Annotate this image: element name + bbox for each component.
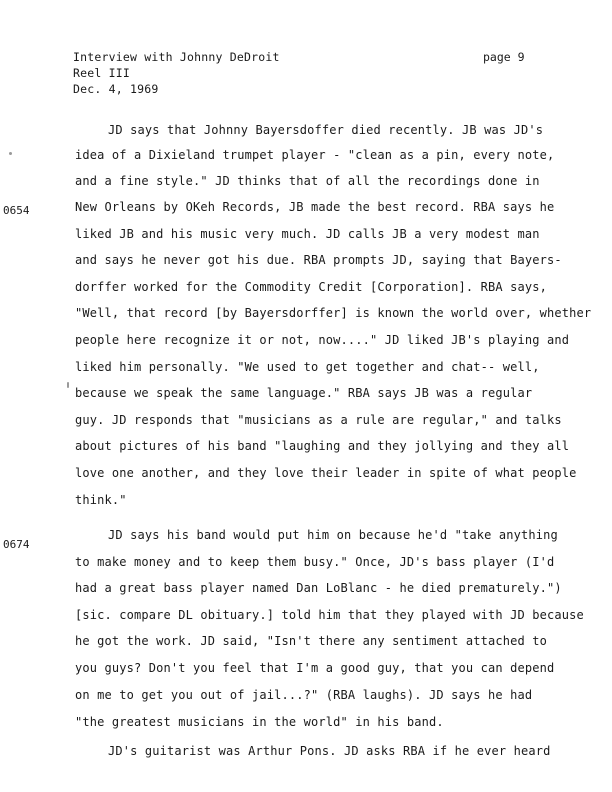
interview-date: Dec. 4, 1969 (73, 82, 159, 96)
transcript-line: "Well, that record [by Bayersdorffer] is known the world over, whether (75, 306, 592, 320)
transcript-line: liked him personally. "We used to get together and chat-- well, (75, 360, 540, 374)
transcript-line: JD says that Johnny Bayersdoffer died recently. JB was JD's (108, 123, 544, 137)
transcript-line: idea of a Dixieland trumpet player - "clean as a pin, every note, (75, 148, 555, 162)
transcript-line: and says he never got his due. RBA prompts JD, saying that Bayers- (75, 253, 562, 267)
transcript-line: love one another, and they love their leader in spite of what people (75, 466, 577, 480)
transcript-line: you guys? Don't you feel that I'm a good guy, that you can depend (75, 661, 555, 675)
transcript-line: JD says his band would put him on because he'd "take anything (108, 528, 558, 542)
tape-counter: 0674 (3, 538, 30, 551)
document-title: Interview with Johnny DeDroit (73, 50, 280, 64)
transcript-line: he got the work. JD said, "Isn't there any sentiment attached to (75, 634, 547, 648)
transcript-line: New Orleans by OKeh Records, JB made the best record. RBA says he (75, 200, 555, 214)
transcript-line: and a fine style." JD thinks that of all the recordings done in (75, 174, 540, 188)
scan-speck (9, 152, 12, 155)
page-number: page 9 (483, 50, 525, 64)
transcript-line: "the greatest musicians in the world" in his band. (75, 715, 444, 729)
transcript-line: liked JB and his music very much. JD calls JB a very modest man (75, 227, 540, 241)
tape-counter: 0654 (3, 204, 30, 217)
transcript-line: [sic. compare DL obituary.] told him that they played with JD because (75, 608, 584, 622)
transcript-line: guy. JD responds that "musicians as a rule are regular," and talks (75, 413, 562, 427)
scan-speck (67, 382, 69, 388)
transcript-line: on me to get you out of jail...?" (RBA laughs). JD says he had (75, 688, 533, 702)
transcript-line: JD's guitarist was Arthur Pons. JD asks RBA if he ever heard (108, 744, 551, 758)
transcript-line: had a great bass player named Dan LoBlanc - he died prematurely.") (75, 581, 562, 595)
transcript-line: dorffer worked for the Commodity Credit [Corporation]. RBA says, (75, 280, 547, 294)
transcript-line: about pictures of his band "laughing and they jollying and they all (75, 439, 570, 453)
transcript-line: people here recognize it or not, now...." JD liked JB's playing and (75, 333, 570, 347)
transcript-line: because we speak the same language." RBA says JB was a regular (75, 386, 533, 400)
transcript-line: think." (75, 493, 127, 507)
transcript-line: to make money and to keep them busy." Once, JD's bass player (I'd (75, 555, 555, 569)
reel-label: Reel III (73, 66, 130, 80)
